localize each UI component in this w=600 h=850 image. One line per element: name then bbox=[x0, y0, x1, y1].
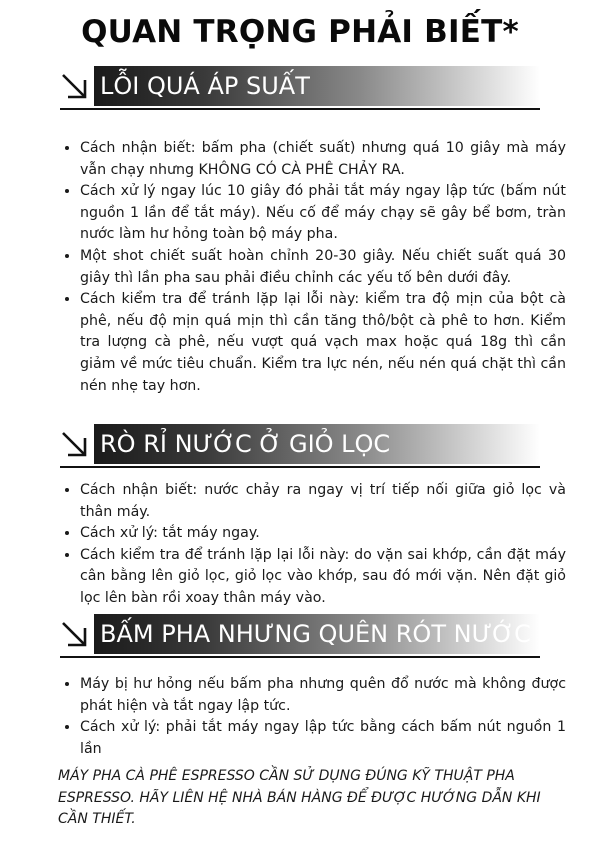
section-header-filter-leak bbox=[60, 424, 540, 468]
section-list-overpressure bbox=[58, 138, 566, 397]
list-item: • Cách kiểm tra để tránh lặp lại lỗi này: do vặn sai khớp, cần đặt máy cân bằng lên giỏ lọc, giỏ lọc vào khớp, sau đó mới vặn. Nên đặt giỏ lọc lên bàn rồi xoay thân máy vào. bbox=[80, 545, 566, 610]
list-item: • Một shot chiết suất hoàn chỉnh 20-30 giây. Nếu chiết suất quá 30 giây thì lần pha sau phải điều chỉnh các yếu tố bên dưới đây. bbox=[80, 246, 566, 289]
section-heading: LỖI QUÁ ÁP SUẤT bbox=[100, 72, 310, 100]
list-item: • Cách xử lý ngay lúc 10 giây đó phải tắt máy ngay lập tức (bấm nút nguồn 1 lần để tắt máy). Nếu cố để máy chạy sẽ gây bể bơm, tràn nước làm hư hỏng toàn bộ máy pha. bbox=[80, 181, 566, 246]
section-divider bbox=[60, 108, 540, 110]
list-item: • Cách xử lý: phải tắt máy ngay lập tức bằng cách bấm nút nguồn 1 lần bbox=[80, 717, 566, 760]
list-item: • Cách nhận biết: bấm pha (chiết suất) nhưng quá 10 giây mà máy vẫn chạy nhưng KHÔNG CÓ CÀ PHÊ CHẢY RA. bbox=[80, 138, 566, 181]
section-header-no-water bbox=[60, 614, 540, 658]
section-list-no-water bbox=[58, 674, 566, 760]
section-list-filter-leak bbox=[58, 480, 566, 610]
list-item: • Cách nhận biết: nước chảy ra ngay vị trí tiếp nối giữa giỏ lọc và thân máy. bbox=[80, 480, 566, 523]
arrow-down-right-icon bbox=[60, 72, 90, 102]
section-heading: BẤM PHA NHƯNG QUÊN RÓT NƯỚC bbox=[100, 620, 531, 648]
footer-note: MÁY PHA CÀ PHÊ ESPRESSO CẦN SỬ DỤNG ĐÚNG KỸ THUẬT PHA ESPRESSO. HÃY LIÊN HỆ NHÀ BÁN HÀNG ĐỂ ĐƯỢC HƯỚNG DẪN KHI CẦN THIẾT. bbox=[58, 768, 541, 827]
arrow-down-right-icon bbox=[60, 430, 90, 460]
list-item: • Máy bị hư hỏng nếu bấm pha nhưng quên đổ nước mà không được phát hiện và tắt ngay lập tức. bbox=[80, 674, 566, 717]
list-item: • Cách kiểm tra để tránh lặp lại lỗi này: kiểm tra độ mịn của bột cà phê, nếu độ mịn quá mịn thì cần tăng thô/bột cà phê to hơn. Kiểm tra lượng cà phê, nếu vượt quá vạch max hoặc quá 18g thì cần giảm về mức tiêu chuẩn. Kiểm tra lực nén, nếu nén quá chặt thì cần nén nhẹ tay hơn. bbox=[80, 289, 566, 397]
section-heading: RÒ RỈ NƯỚC Ở GIỎ LỌC bbox=[100, 430, 391, 458]
section-header-overpressure bbox=[60, 66, 540, 110]
section-divider bbox=[60, 656, 540, 658]
arrow-down-right-icon bbox=[60, 620, 90, 650]
list-item: • Cách xử lý: tắt máy ngay. bbox=[80, 523, 566, 545]
section-divider bbox=[60, 466, 540, 468]
page-title: QUAN TRỌNG PHẢI BIẾT* bbox=[81, 14, 519, 50]
